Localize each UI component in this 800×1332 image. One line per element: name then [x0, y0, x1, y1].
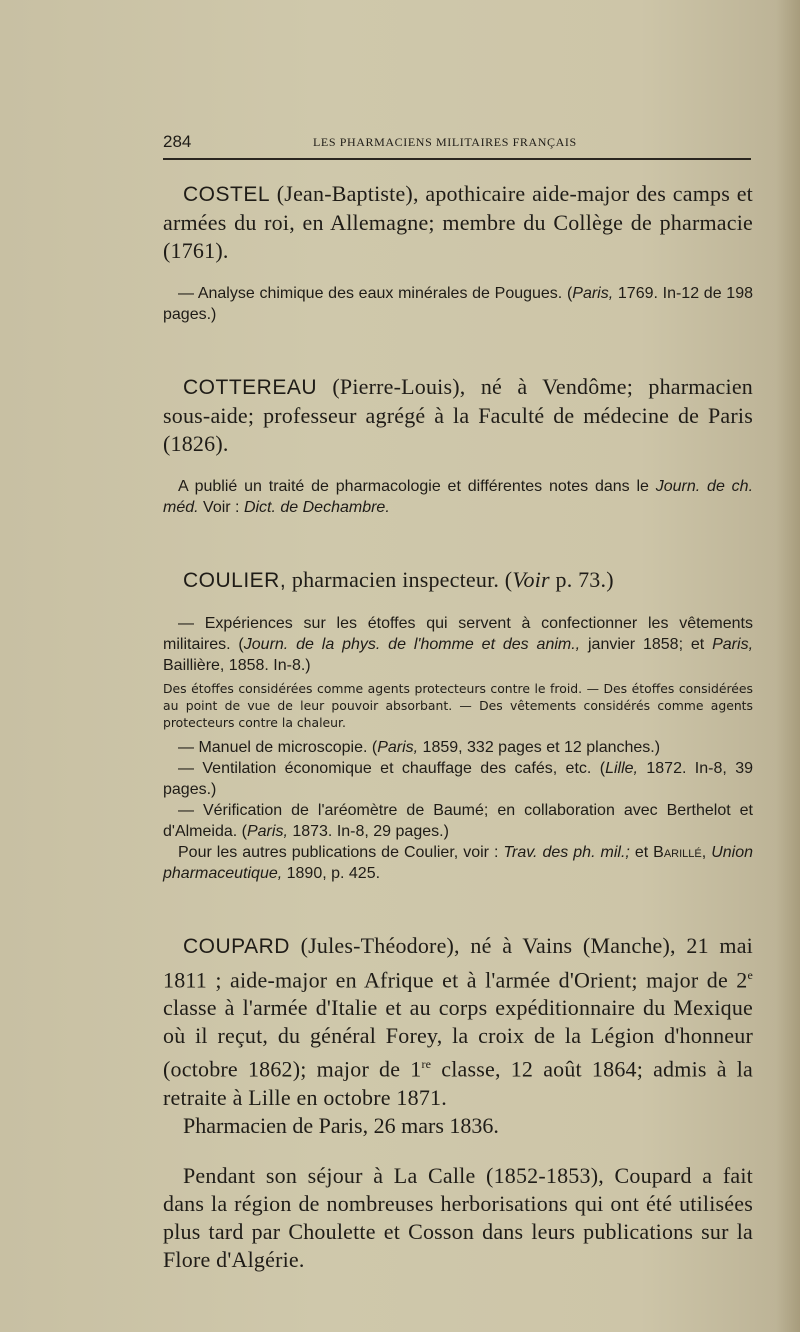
note-text: A publié un traité de pharmacologie et différentes notes dans le [178, 478, 656, 495]
note-italic: Trav. des ph. mil.; [503, 844, 630, 861]
publication-note [163, 800, 753, 842]
note-text: 1769. In-12 de 198 pages.) [163, 285, 753, 323]
publication-note [163, 842, 753, 884]
entry-name: COUPARD [183, 935, 290, 958]
note-text: — Vérification de l'aréomètre de Baumé; en collaboration avec Berthelot et d'Almeida. ( [163, 802, 753, 840]
note-italic: Journ. de la phys. de l'homme et des anim., [243, 636, 581, 653]
note-italic: Paris, [572, 285, 614, 302]
entry-paragraph: Pendant son séjour à La Calle (1852-1853), Coupard a fait dans la région de nombreuses herborisations qui ont été utilisées plus tard par Choulette et Cosson dans leurs publications sur la Flore d'Algérie. [163, 1162, 753, 1272]
note-text: — Ventilation économique et chauffage des cafés, etc. ( [178, 760, 606, 777]
superscript: e [747, 968, 753, 982]
note-text: Baillière, 1858. In-8.) [163, 657, 311, 674]
note-text: janvier 1858; et [580, 636, 713, 653]
note-text: 1872. In-8, 39 pages.) [163, 760, 754, 798]
entry-cottereau [163, 373, 753, 458]
note-italic: Dict. de Dechambre. [243, 499, 390, 516]
note-text: 1890, p. 425. [282, 865, 381, 882]
publication-note [163, 283, 753, 325]
note-text: 1873. In-8, 29 pages.) [287, 823, 449, 840]
note-italic: Paris, [377, 739, 419, 756]
note-italic: Lille, [605, 760, 638, 777]
note-italic: Paris, [712, 636, 754, 653]
entry-line: Pharmacien de Paris, 26 mars 1836. [183, 1112, 499, 1138]
note-text: Voir : [198, 499, 244, 516]
page-body [163, 180, 753, 1274]
entry-text: (Jean-Baptiste), apothicaire aide-major des camps et armées du roi, en Allemagne; membre du Collège de pharmacie (1761). [163, 181, 753, 263]
note-text: — Analyse chimique des eaux minérales de Pougues. ( [178, 285, 573, 302]
note-text: et [629, 844, 654, 861]
running-title: LES PHARMACIENS MILITAIRES FRANÇAIS [313, 135, 577, 149]
publication-note [163, 476, 753, 518]
note-text: 1859, 332 pages et 12 planches.) [418, 739, 661, 756]
publication-note [163, 737, 753, 758]
entry-text: classe, 12 août 1864; admis à la retraite à Lille en octobre 1871. [163, 1056, 754, 1110]
header-rule [163, 158, 751, 160]
entry-text: (Pierre-Louis), né à Vendôme; pharmacien sous-aide; professeur agrégé à la Faculté de médecine de Paris (1826). [163, 374, 753, 456]
note-smallcaps: Barillé, [653, 844, 707, 861]
entry-text: classe à l'armée d'Italie et au corps expéditionnaire du Mexique où il reçut, du général Forey, la croix de la Légion d'honneur (octobre 1862); major de 1 [163, 995, 753, 1082]
entry-italic: Voir [512, 567, 550, 592]
note-text: — Manuel de microscopie. ( [178, 739, 378, 756]
entry-costel [163, 180, 753, 265]
publication-note [163, 758, 753, 800]
note-summary: Des étoffes considérées comme agents protecteurs contre le froid. — Des étoffes considérées au point de vue de leur pouvoir absorbant. — Des vêtements considérés comme agents protecteurs contre la chaleur. [163, 681, 753, 730]
publication-note [163, 613, 753, 676]
note-text: — Expériences sur les étoffes qui servent à confectionner les vêtements militaires. ( [163, 615, 753, 653]
entry-name: COSTEL [183, 183, 271, 206]
note-text: Pour les autres publications de Coulier, voir : [178, 844, 504, 861]
page-number: 284 [163, 132, 192, 151]
entry-text: pharmacien inspecteur. ( [286, 567, 513, 592]
entry-text: (Jules-Théodore), né à Vains (Manche), 21 mai 1811 ; aide-major en Afrique et à l'armée d'Orient; major de 2 [163, 933, 753, 993]
page-header [163, 132, 751, 154]
note-italic: Union pharmaceutique, [163, 844, 754, 882]
entry-name: COULIER, [183, 569, 287, 592]
entry-coupard [163, 932, 753, 1112]
entry-name: COTTEREAU [183, 376, 318, 399]
entry-coulier [163, 566, 753, 595]
note-italic: Journ. de ch. méd. [163, 478, 754, 516]
entry-text: p. 73.) [549, 567, 614, 592]
superscript: re [421, 1057, 432, 1072]
note-italic: Paris, [246, 823, 288, 840]
